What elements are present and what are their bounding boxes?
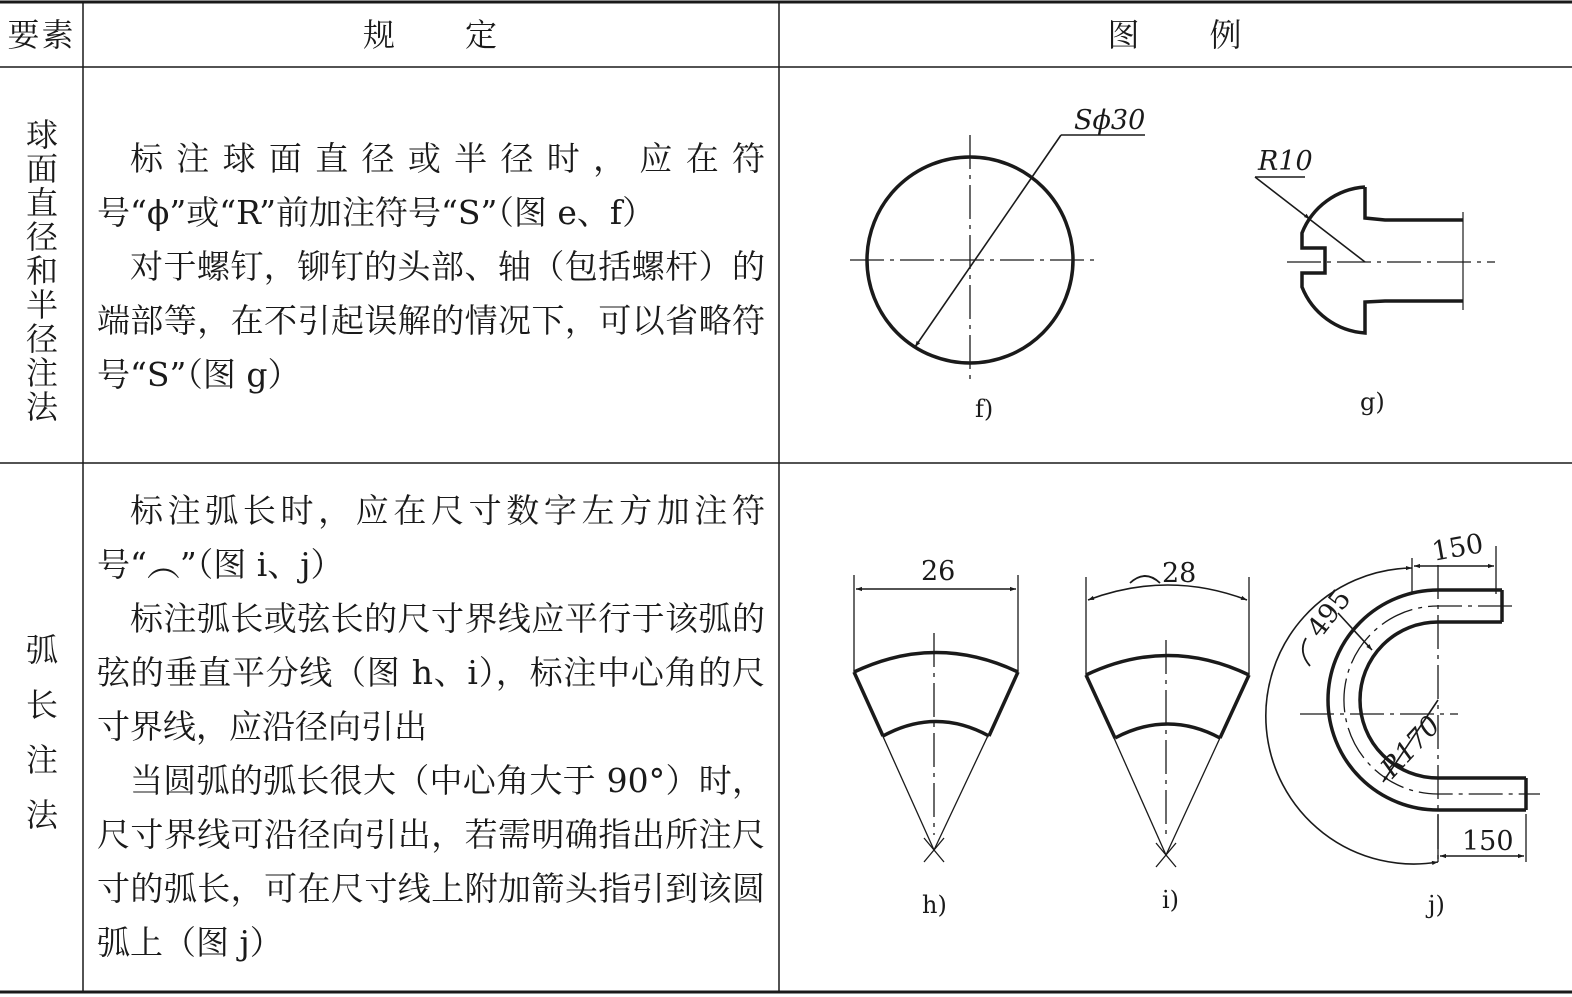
figure-g	[1255, 177, 1495, 333]
figure-g-caption: g)	[1360, 388, 1385, 416]
row2-element-label: 弧长注法	[25, 631, 58, 834]
figure-i-dimension: 28	[1162, 558, 1197, 589]
figure-j-arc-length: 495	[1301, 583, 1358, 644]
row1-rule-paragraph-1: 标注球面直径或半径时，应在符号“ϕ”或“R”前加注符号“S”（图 e、f）	[97, 139, 765, 232]
figure-i-arc-symbol	[1130, 576, 1160, 583]
figure-f-caption: f)	[975, 395, 994, 423]
row1-rule-text	[97, 132, 765, 402]
figure-j-arc-dimension	[1266, 568, 1438, 864]
row2-rule-paragraph-1: 标注弧长时，应在尺寸数字左方加注符号“︵”（图 i、j）	[97, 491, 765, 584]
figure-i	[1086, 576, 1249, 867]
figure-g-dimension: R10	[1258, 146, 1313, 177]
figure-f-dimension: Sϕ30	[1074, 105, 1146, 136]
figure-j-radius: R170	[1374, 710, 1447, 784]
figure-i-outer-arc	[1086, 656, 1249, 676]
figure-j-caption: j)	[1428, 891, 1445, 919]
figure-j	[1266, 546, 1540, 864]
header-rule: 规 定	[362, 16, 499, 54]
figure-f	[850, 135, 1145, 385]
figure-i-caption: i)	[1162, 886, 1180, 914]
header-figure: 图 例	[1107, 16, 1244, 54]
row2-rule-paragraph-3: 当圆弧的弧长很大（中心角大于 90°）时，尺寸界线可沿径向引出，若需明确指出所注尺寸的弧长，可在尺寸线上附加箭头指引到该圆弧上（图 j）	[97, 761, 765, 962]
header-element: 要素	[7, 16, 76, 54]
figure-j-bottom-length: 150	[1462, 826, 1514, 857]
row2-rule-paragraph-2: 标注弧长或弦长的尺寸界线应平行于该弧的弦的垂直平分线（图 h、i），标注中心角的尺寸界线，应沿径向引出	[97, 599, 765, 746]
figure-i-inner-arc	[1115, 724, 1220, 738]
row1-rule-paragraph-2: 对于螺钉，铆钉的头部、轴（包括螺杆）的端部等，在不引起误解的情况下，可以省略符号“S”（图 g）	[97, 247, 765, 394]
figure-f-dimension-line	[915, 135, 1061, 347]
figure-j-arc-symbol	[1303, 638, 1310, 666]
figure-h-dimension: 26	[921, 556, 956, 587]
figure-h-caption: h)	[922, 891, 947, 919]
figure-h-outer-arc	[854, 653, 1018, 673]
figure-j-top-length: 150	[1429, 528, 1486, 568]
figure-j-centerline-arc	[1344, 606, 1540, 794]
figure-h-inner-arc	[883, 722, 989, 737]
figure-h	[854, 575, 1018, 862]
row2-rule-text	[97, 484, 765, 970]
figure-g-outline	[1302, 187, 1463, 333]
row1-element-label: 球面直径和半径注法	[25, 116, 58, 426]
